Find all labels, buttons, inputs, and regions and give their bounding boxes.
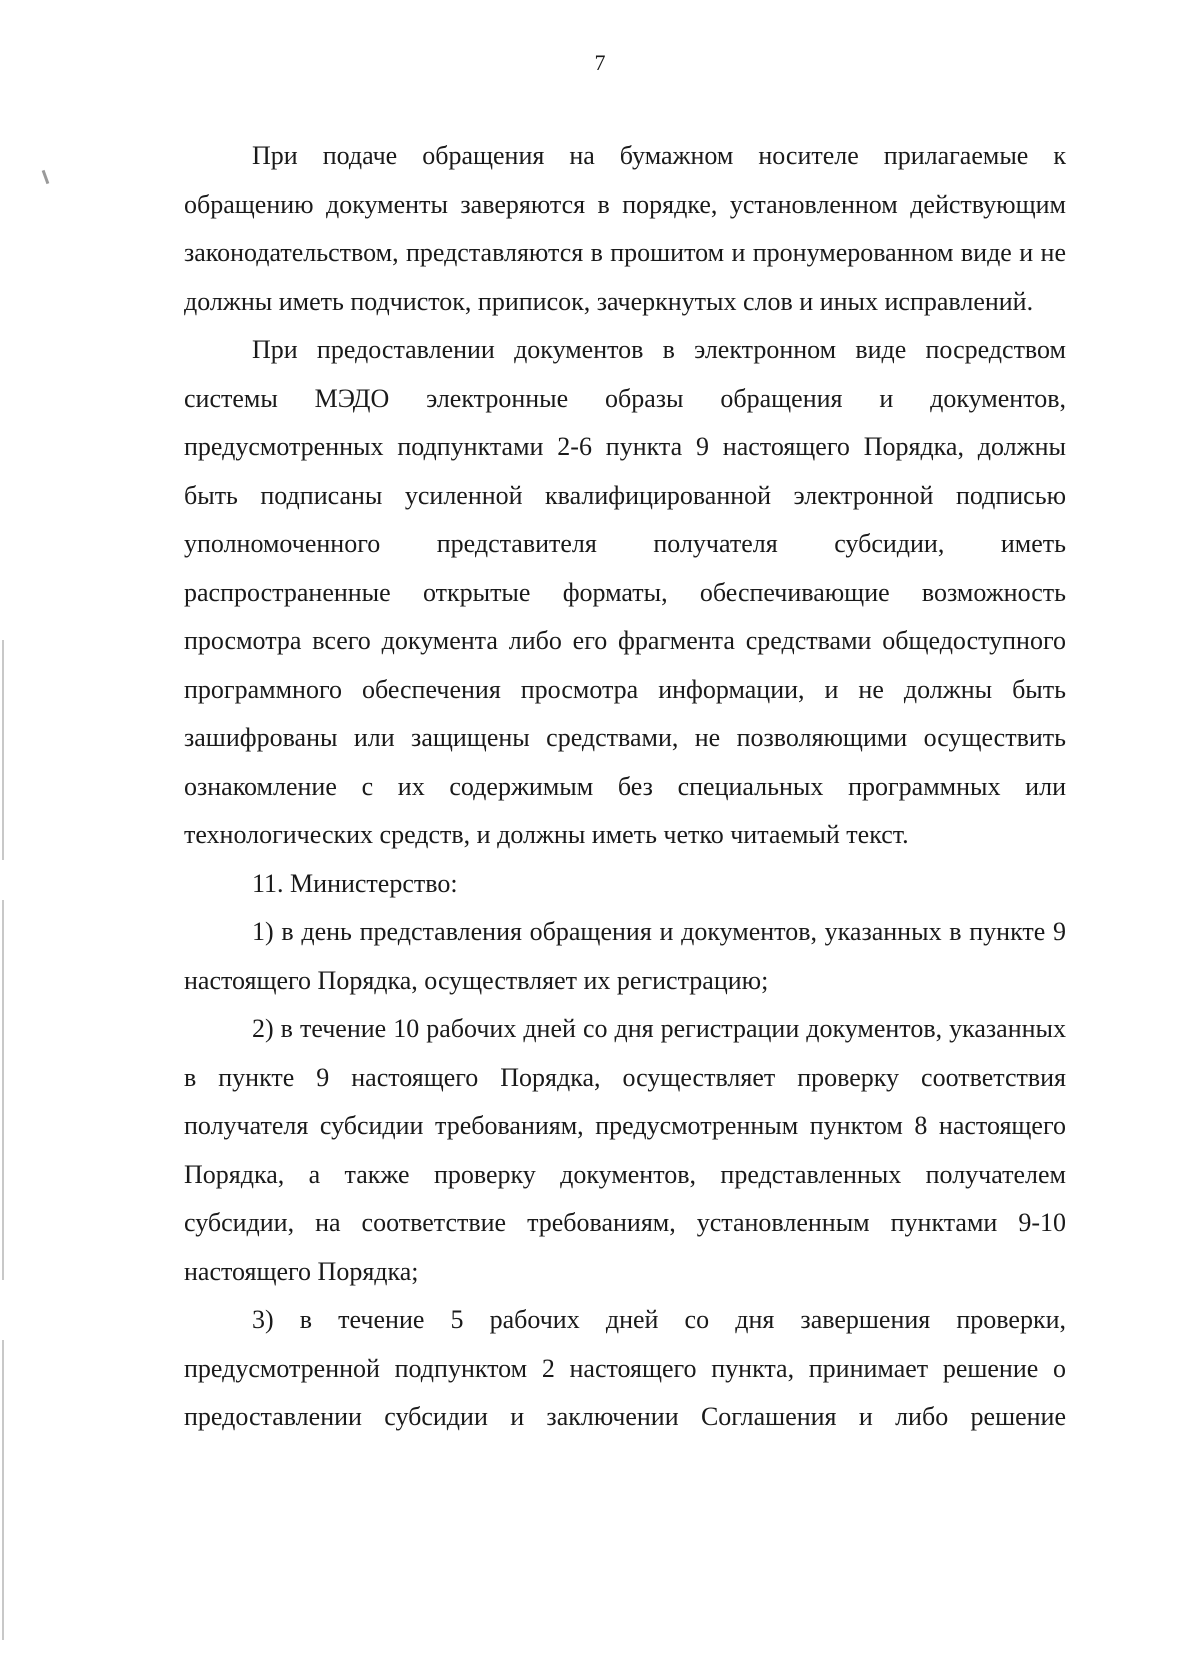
paragraph-subitem-2: 2) в течение 10 рабочих дней со дня регистрации документов, указанных в пункте 9 настоящего Порядка, осуществляет проверку соответствия получателя субсидии требованиям, предусмотренным пунктом 8 настоящего Порядка, а также проверку документов, представленных получателем субсидии, на соответствие требованиям, установленным пунктами 9-10 настоящего Порядка; [184, 1014, 1066, 1286]
page-number: 7 [594, 50, 606, 75]
paragraph-electronic-submission: При предоставлении документов в электронном виде посредством системы МЭДО электронные образы обращения и документов, предусмотренных подпунктами 2-6 пункта 9 настоящего Порядка, должны быть подписаны усиленной квалифицированной электронной подписью уполномоченного представителя получателя субсидии, иметь распространенные открытые форматы, обеспечивающие возможность просмотра всего документа либо его фрагмента средствами общедоступного программного обеспечения просмотра информации, и не должны быть зашифрованы или защищены средствами, не позволяющими осуществить ознакомление с их содержимым без специальных программных или технологических средств, и должны иметь четко читаемый текст. [184, 335, 1066, 849]
paragraph-subitem-3: 3) в течение 5 рабочих дней со дня завершения проверки, предусмотренной подпунктом 2 настоящего пункта, принимает решение о предоставлении субсидии и заключении Соглашения и либо решение [184, 1305, 1066, 1431]
document-body [184, 132, 1066, 1442]
paragraph-item-11-heading: 11. Министерство: [252, 868, 458, 898]
scan-edge-line [2, 900, 4, 1280]
scan-edge-line [2, 640, 4, 860]
scan-artifact [42, 170, 50, 184]
scan-edge-line [2, 1340, 4, 1640]
paragraph-subitem-1: 1) в день представления обращения и документов, указанных в пункте 9 настоящего Порядка, осуществляет их регистрацию; [184, 917, 1066, 995]
paragraph-paper-submission: При подаче обращения на бумажном носителе прилагаемые к обращению документы заверяются в порядке, установленном действующим законодательством, представляются в прошитом и пронумерованном виде и не должны иметь подчисток, приписок, зачеркнутых слов и иных исправлений. [184, 141, 1066, 316]
